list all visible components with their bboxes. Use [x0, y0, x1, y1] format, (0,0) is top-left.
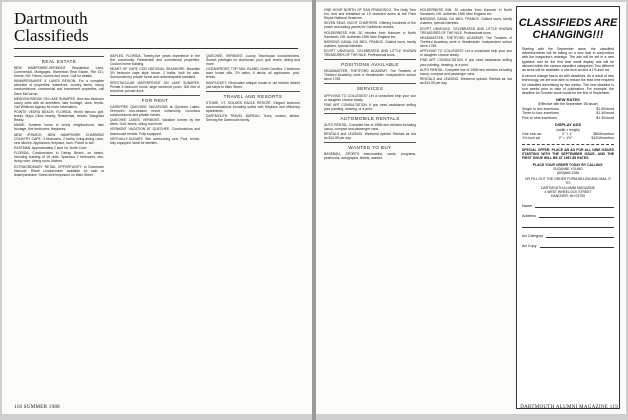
form-label: Address	[522, 214, 536, 219]
ad-entry: VIRTUALLY-SUGARY. Site overlooking sea. Pool, tennis, fully equipped. Ideal for families.	[110, 136, 200, 145]
display-size: 2" × 1½"	[558, 136, 573, 141]
display-subtitle: (width × length)	[556, 127, 580, 132]
ad-entry: WINNIPESAUKEE & LAKES REGION. For a complete selection of properties: waterfront, country farms, luxury condominiums, commercial and investment properties, call Dave McCarron.	[14, 79, 104, 96]
order-title: PLACE YOUR ORDER TODAY BY CALLING:	[532, 162, 604, 167]
ad-entry: MEADOW BROOK ON LAKE SUNAPEE. New two bedroom luxury units with all amenities, lake frontage, dock, tennis. Call Whitman Agency for more information.	[14, 96, 104, 109]
right-column-1	[324, 8, 416, 406]
title-rule	[14, 48, 298, 49]
form-line	[539, 211, 614, 218]
ad-entry: EASTMAN. Approximately 2 acre lot, North Cove.	[14, 146, 88, 151]
display-title: DISPLAY ADS	[554, 122, 582, 128]
ad-entry: OCEANFRONT, TOP SAIL ISLAND, North Carolina. 2 bedroom town house villa, 2½ baths, 6 decks, all appliances, pool, tennis.	[206, 67, 300, 80]
ad-entry: NEW IPSWICH, NEW HAMPSHIRE CHARMING COUNTRY CAPE. 3 bedrooms, 2 baths, living-dining room, new kitchen. Appliances, fireplace, barn. Priced to sell.	[14, 132, 104, 145]
order-phone: (603)646-2256	[556, 171, 580, 176]
ad-entry: HOLDERNESS INN. 30 minutes from Hanover in North Sandwich, NH. Authentic 1890 New England inn.	[324, 30, 416, 39]
box-heading: CLASSIFIEDS ARE CHANGING!!!	[518, 17, 618, 41]
form-label: Ad Category	[522, 234, 544, 239]
right-column-2	[420, 8, 512, 406]
title-line-1: Dartmouth	[14, 9, 88, 28]
section-heading-travel: TRAVEL AND RESORTS	[206, 91, 300, 99]
ad-entry: SEVEN SEAS YACHT CHARTERS. Offering hundreds of the power and sailing yachts for Caribbean cruises.	[324, 21, 416, 30]
rate-value: $1.40/word	[596, 111, 614, 116]
page-folio-left: 118 SUMMER 1988	[14, 405, 60, 410]
ad-entry: FLORIDA. Condominium in Delray Beach, on beach, including building of 16 units. Spacious 2 bedrooms, den, living room, dining room, kitchen.	[14, 151, 104, 164]
ad-entry: EXTRAORDINARY RETAIL OPPORTUNITY in Downtown Hanover. Retail condominium available for sale or lease/purchase. Street-level exposure on Main Street.	[14, 164, 104, 177]
order-name: SUZANNE YOUNG	[553, 166, 583, 171]
ad-entry: FINE ART CONSULTATION. If you need assistance selling your painting, drawing, or a print.	[420, 58, 512, 67]
ad-entry: AUTO RENTAL. Complete line of 1988 new vehicles including luxury, compact and passenger vans.	[324, 122, 416, 131]
section-heading-positions: POSITIONS AVAILABLE	[324, 59, 416, 67]
ad-entry: QUECHEE LAKES, VERMONT. Vacation homes by the week. Golf, tennis, skiing and more.	[110, 118, 200, 127]
rate-label: Five to nine insertions	[522, 115, 557, 120]
title-line-2: Classifieds	[14, 26, 89, 45]
order-alt: OR FILL OUT THE ORDER FORM BELOW AND MAIL IT TO:	[524, 177, 612, 186]
ad-entry: BARGING CANAL DU MIDI, FRANCE. Guided tours, family charters, special interests.	[324, 39, 416, 48]
ad-entry: RENTALS and LEASING. Weekend special. Rentals as low as $14.95 per day.	[420, 77, 512, 86]
right-page	[316, 2, 626, 414]
form-address-field[interactable]	[522, 208, 614, 218]
form-label: Name	[522, 204, 533, 209]
ad-entry: APPLYING TO COLLEGES? Let a consultant help your son or daughter choose wisely.	[420, 49, 512, 58]
section-heading-automobile: AUTOMOBILE RENTALS	[324, 113, 416, 121]
ad-entry: HEART OF CAPE COD NATIONAL SEASHORE. Beautiful 3½ bedroom cape style house. 2 baths, built for sale. Surrounded by private forest and undevelopable parkland.	[110, 67, 200, 80]
display-value: $80/insertion	[593, 131, 614, 136]
display-value: $120/insertion	[591, 136, 614, 141]
ad-entry: MAINE. Summer home in lovely neighborhood, lake frontage, five bedrooms, fireplaces.	[14, 123, 104, 132]
dashed-divider	[522, 144, 614, 145]
ad-entry: BARGING CANAL DU MIDI, FRANCE. Guided tours, family charters, special interests.	[420, 17, 512, 26]
address-line: 4 WEST WHEELOCK STREET	[544, 189, 592, 194]
form-blank-line[interactable]	[522, 218, 614, 228]
display-row	[522, 136, 614, 141]
display-size: 2" × 1"	[562, 131, 573, 136]
rate-value: $1.30/word	[596, 115, 614, 120]
ad-entry: EGYPT UNVEILED. CELEBRATED AND LITTLE KNOWN TREASURES OF THE NILE. Professional tours.	[324, 49, 416, 58]
ad-entry: BASEBALL SPORTS memorabilia, cards, programs, yearbooks, autographs, tickets, wanted.	[324, 152, 416, 161]
rates-subtitle: (Effective with the September '88 issue)	[538, 102, 598, 107]
ad-entry: APPLYING TO COLLEGES? Let a consultant help your son or daughter choose wisely.	[324, 93, 416, 102]
left-column-1	[14, 54, 104, 404]
section-heading-services: SERVICES	[324, 83, 416, 91]
rate-row	[522, 116, 614, 121]
box-paragraph: Starting with the September issue, the classified advertisements will be taking on a new look in conjunction with the magazine's redesign. The ads will be set in a new typeface and for the first time small display ads will be allowed within the various classified categories! Two different ad sizes will be available: a one-inch ad and a 1½-inch ad.	[522, 47, 614, 73]
ad-entry: SPECTACULAR WATERFRONT ON LAKE SUNAPEE. Private 4 bedroom home, large screened porch, 300 feet of shoreline, private dock.	[110, 80, 200, 93]
ad-entry: STOWE, VT. GOLDEN EAGLE RESORT. Elegant bedroom accommodations including suites with fireplace and efficiency apartments.	[206, 100, 300, 113]
rate-value: $1.50/word	[596, 106, 614, 111]
classifieds-changing-box	[516, 6, 620, 409]
ad-entry: RENTALS and LEASING. Weekend special. Rentals as low as $14.95 per day.	[324, 132, 416, 141]
display-label: One inch ad	[522, 131, 542, 136]
ad-entry: HOLDERNESS INN. 30 minutes from Hanover in North Sandwich, NH. Authentic 1890 New England inn.	[420, 8, 512, 17]
ad-entry: ONE HOUR NORTH OF SAN FRANCISCO. The Holly Tree Inn, bed and breakfast on 19 secluded acres at the Point Reyes National Seashore.	[324, 8, 416, 21]
ad-entry: CAREFREE QUECHEE VACATIONS at Quechee Lakes. Vermont's four-season resort community. Luxurious condominiums and private homes.	[110, 104, 200, 117]
ad-entry: DARTMOUTH TRAVEL BUREAU. Tours, cruises, airfare. Serving the Dartmouth family.	[206, 114, 300, 123]
rate-label: Single to two insertions	[522, 106, 559, 111]
form-category-field[interactable]	[522, 228, 614, 238]
left-column-3	[206, 54, 300, 404]
address-line: HANOVER, NH 03755	[551, 194, 585, 199]
box-paragraph: A second change has to do with deadlines. As a result of new technology, we are now able to reduce the lead time required for classified advertising by two weeks. The new deadline is four weeks prior to date of publication. For example, the deadline for October issue would be the first of September.	[522, 74, 614, 96]
ad-entry: QUECHEE, VERMONT. Luxury Townhouse condominiums. Sunset privileges for clubhouse, pool, golf, tennis, dining and more.	[206, 54, 300, 67]
form-line	[540, 241, 614, 248]
section-heading-real-estate: REAL ESTATE	[14, 56, 104, 64]
ad-entry: HEADMASTER, THETFORD ACADEMY. The Trustees of Thetford Academy seek a Headmaster. Independent school since 1789.	[324, 69, 416, 82]
form-line	[546, 231, 614, 238]
ad-entry: POINTE VEDRA BEACH, FLORIDA. World famous golf, tennis, Mayo Clinic nearby. Residential, rentals. Sawgrass Realty.	[14, 110, 104, 123]
page-folio-right: DARTMOUTH ALUMNI MAGAZINE 119	[520, 405, 618, 410]
page-title	[14, 10, 89, 44]
section-heading-for-rent: FOR RENT	[110, 95, 200, 103]
left-page	[2, 2, 312, 414]
ad-entry: NAPLES, FLORIDA. Twenty-five years experience in the fine community. Residential and commercial properties. Custom home building.	[110, 54, 200, 67]
box-body	[522, 47, 614, 248]
ad-entry: NEW HAMPSHIRE-VERMONT. Residential, Land, Commercial, Mortgages. Warrenton Real Estate, Rte 101, Keene, NH. Farms, homes and more. Call for details.	[14, 66, 104, 79]
display-label: 1½-inch ad	[522, 136, 540, 141]
ad-entry: NANTUCKET. Renovated antique house in old historic district just steps to Main Street.	[206, 80, 300, 89]
form-copy-field[interactable]	[522, 238, 614, 248]
form-line	[522, 221, 614, 228]
form-label: Ad Copy	[522, 244, 537, 249]
special-offer: SPECIAL OFFER: PLACE AN AD FOR ALL NINE ISSUES STARTING WITH THE SEPTEMBER ISSUE, AND THE FIRST ISSUE WILL BE AT 1987-88 RATES.	[522, 148, 614, 161]
ad-entry: HEADMASTER, THETFORD ACADEMY. The Trustees of Thetford Academy seek a Headmaster. Independent school since 1789.	[420, 35, 512, 48]
form-line	[535, 201, 614, 208]
ad-entry: VERMONT VACATION AT QUECHEE. Condominium and townhouse rentals. Fully equipped.	[110, 127, 200, 136]
form-name-field[interactable]	[522, 198, 614, 208]
ad-entry: FINE ART CONSULTATION. If you need assistance selling your painting, drawing, or a print.	[324, 102, 416, 111]
address-line: DARTMOUTH ALUMNI MAGAZINE	[541, 185, 595, 190]
section-heading-wanted: WANTED TO BUY	[324, 142, 416, 150]
left-column-2	[110, 54, 200, 404]
rate-label: Three to four insertions	[522, 111, 559, 116]
rates-title: NEW RATES	[556, 97, 580, 103]
ad-entry: EGYPT UNVEILED. CELEBRATED AND LITTLE KNOWN TREASURES OF THE NILE. Professional tours.	[420, 26, 512, 35]
ad-entry: AUTO RENTAL. Complete line of 1988 new vehicles including luxury, compact and passenger vans.	[420, 67, 512, 76]
